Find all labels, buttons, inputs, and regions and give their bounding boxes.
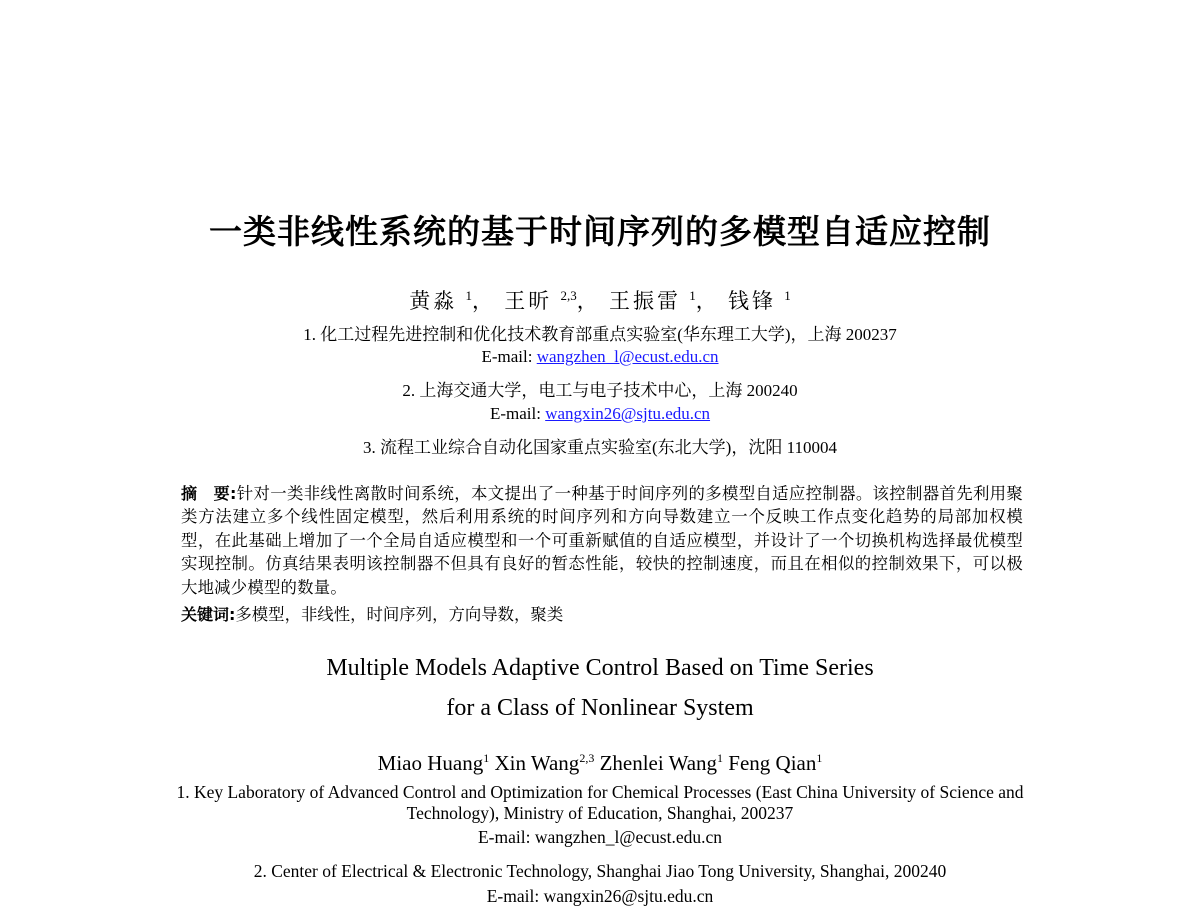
affiliation-2-chinese: 2. 上海交通大学，电工与电子技术中心，上海 200240 (402, 381, 798, 400)
abstract-paragraph (181, 482, 1023, 599)
author-name: 黄淼 (409, 289, 458, 313)
author-name: 钱锋 (728, 289, 776, 313)
author-affiliation-marker: 1 (689, 288, 696, 303)
author-affiliation-marker: 1 (816, 751, 823, 765)
email-link-1[interactable]: wangzhen_l@ecust.edu.cn (536, 347, 719, 366)
affiliation-1-chinese: 1. 化工过程先进控制和优化技术教育部重点实验室(华东理工大学)，上海 200237 (303, 325, 897, 344)
author-name: Zhenlei Wang (599, 751, 718, 775)
keywords-text: 多模型，非线性，时间序列，方向导数，聚类 (235, 605, 564, 624)
author-name: 王昕 (504, 289, 553, 313)
email-label: E-mail: (481, 347, 537, 366)
author-name: Feng Qian (728, 751, 817, 775)
author-separator: ， (472, 289, 496, 313)
affiliation-2-email-line (0, 403, 1200, 425)
author-name: Miao Huang (377, 751, 484, 775)
keywords-label: 关键词: (181, 605, 236, 624)
author-list-chinese (0, 282, 1200, 315)
affiliation-1-english-line-2: Technology), Ministry of Education, Shanghai, 200237 (406, 803, 794, 823)
affiliation-1-english-line-1: 1. Key Laboratory of Advanced Control and Optimization for Chemical Processes (East China University of Science and (176, 782, 1024, 802)
author-name: Xin Wang (494, 751, 580, 775)
paper-title-english-line-1: Multiple Models Adaptive Control Based on Time Series (326, 655, 874, 681)
email-label: E-mail: (489, 404, 546, 423)
affiliation-1-english-email: E-mail: wangzhen_l@ecust.edu.cn (477, 827, 723, 847)
affiliation-2-english: 2. Center of Electrical & Electronic Technology, Shanghai Jiao Tong University, Shanghai, 200240 (253, 861, 947, 881)
paper-title-chinese: 一类非线性系统的基于时间序列的多模型自适应控制 (209, 212, 991, 251)
keywords-line (181, 603, 563, 626)
abstract-text: 针对一类非线性离散时间系统，本文提出了一种基于时间序列的多模型自适应控制器。该控制器首先利用聚类方法建立多个线性固定模型，然后利用系统的时间序列和方向导数建立一个反映工作点变化趋势的局部加权模型，在此基础上增加了一个全局自适应模型和一个可重新赋值的自适应模型，并设计了一个切换机构选择最优模型实现控制。仿真结果表明该控制器不但具有良好的暂态性能，较快的控制速度，而且在相似的控制效果下，可以极大地减少模型的数量。 (181, 484, 1023, 597)
email-link-2[interactable]: wangxin26@sjtu.edu.cn (545, 404, 711, 423)
abstract-label: 摘 要: (181, 484, 237, 503)
author-separator: ， (576, 289, 601, 313)
author-affiliation-marker: 1 (717, 751, 724, 765)
author-affiliation-marker: 1 (784, 288, 791, 303)
author-affiliation-marker: 1 (483, 751, 490, 765)
author-affiliation-marker: 2,3 (579, 751, 595, 765)
affiliation-1-email-line (0, 346, 1200, 368)
author-affiliation-marker: 1 (465, 288, 472, 303)
author-name: 王振雷 (609, 289, 681, 313)
author-separator: ， (695, 289, 720, 313)
author-list-english (0, 744, 1200, 777)
affiliation-3-chinese: 3. 流程工业综合自动化国家重点实验室(东北大学)，沈阳 110004 (363, 438, 837, 457)
author-affiliation-marker: 2,3 (560, 288, 577, 303)
paper-title-english-line-2: for a Class of Nonlinear System (446, 695, 754, 721)
affiliation-2-english-email: E-mail: wangxin26@sjtu.edu.cn (486, 886, 714, 906)
